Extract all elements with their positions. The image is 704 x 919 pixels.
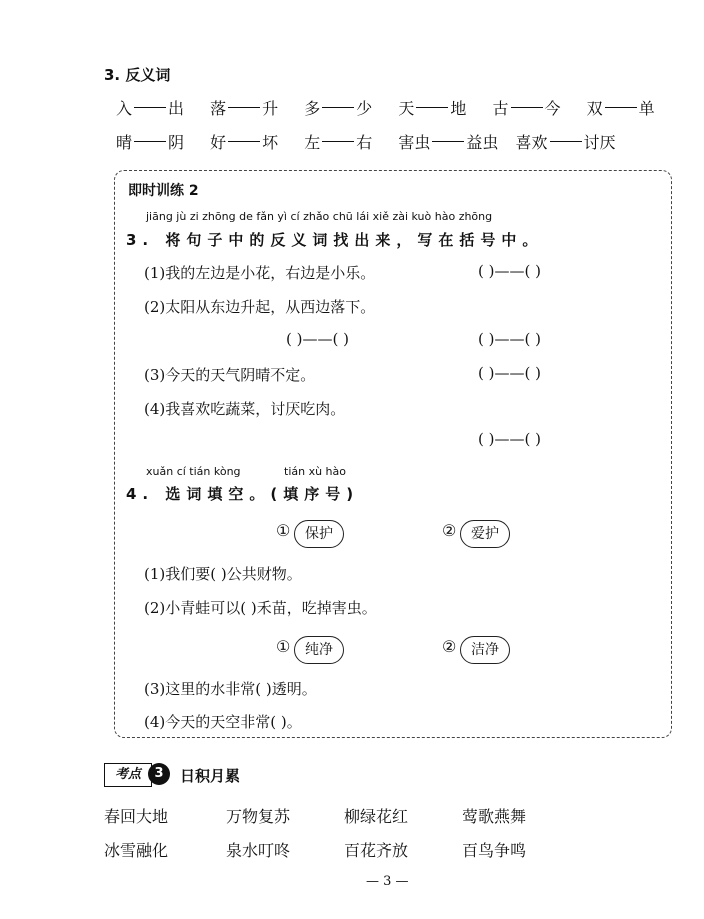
- option-number: ②: [442, 521, 457, 540]
- antonym-pair: [587, 96, 655, 119]
- antonym-pair: [398, 96, 466, 119]
- word: 少: [356, 99, 373, 118]
- kaodian-number: 3: [148, 763, 170, 785]
- idiom: 柳绿花红: [344, 807, 409, 826]
- word-option-cloud: 纯净: [294, 636, 344, 664]
- section-title: 3. 反义词: [104, 66, 171, 84]
- q3-item-4: (4)我喜欢吃蔬菜，讨厌吃肉。: [144, 400, 346, 418]
- q4-item-3: (3)这里的水非常( )透明。: [144, 680, 317, 698]
- word: 喜欢: [515, 133, 548, 152]
- kaodian-title: 日积月累: [180, 767, 241, 785]
- word: 落: [210, 99, 227, 118]
- dash: [134, 107, 166, 108]
- answer-blank[interactable]: ( )——( ): [478, 430, 541, 448]
- word: 升: [262, 99, 279, 118]
- answer-blank[interactable]: ( )——( ): [478, 262, 541, 280]
- word: 单: [638, 99, 655, 118]
- word: 古: [492, 99, 509, 118]
- antonym-pair: [493, 96, 561, 119]
- q4-pinyin-1: xuǎn cí tián kòng: [146, 465, 241, 478]
- dash: [432, 141, 464, 142]
- dash: [605, 107, 637, 108]
- antonym-pair: [304, 130, 372, 153]
- word: 出: [168, 99, 185, 118]
- word: 今: [544, 99, 561, 118]
- antonym-pair: [516, 130, 616, 153]
- q3-item-2: (2)太阳从东边升起，从西边落下。: [144, 298, 376, 316]
- antonym-pair: [398, 130, 498, 153]
- dash: [322, 141, 354, 142]
- q4-item-1: (1)我们要( )公共财物。: [144, 565, 302, 583]
- exercise-box: [114, 170, 672, 738]
- q4-prompt: 4. 选词填空。(填序号): [126, 485, 360, 503]
- option-number: ②: [442, 637, 457, 656]
- antonym-pair: [116, 96, 184, 119]
- word: 左: [304, 133, 321, 152]
- dash: [511, 107, 543, 108]
- idiom: 春回大地: [104, 807, 169, 826]
- word: 坏: [262, 133, 279, 152]
- antonym-pair: [304, 96, 372, 119]
- word: 益虫: [466, 133, 499, 152]
- word: 晴: [116, 133, 133, 152]
- antonym-pair: [116, 130, 184, 153]
- word: 好: [210, 133, 227, 152]
- word: 右: [356, 133, 373, 152]
- q4-pinyin-2: tián xù hào: [284, 465, 346, 478]
- kaodian-badge: [104, 763, 176, 785]
- q4-item-4: (4)今天的天空非常( )。: [144, 713, 302, 731]
- antonym-row-1: [116, 96, 655, 119]
- idiom: 冰雪融化: [104, 841, 169, 860]
- dash: [228, 107, 260, 108]
- word: 害虫: [398, 133, 431, 152]
- word: 阴: [168, 133, 185, 152]
- word-option-cloud: 洁净: [460, 636, 510, 664]
- dash: [416, 107, 448, 108]
- kaodian-label: 考点: [104, 763, 152, 787]
- q4-item-2: (2)小青蛙可以( )禾苗，吃掉害虫。: [144, 599, 377, 617]
- word: 双: [586, 99, 603, 118]
- antonym-row-2: [116, 130, 616, 153]
- answer-blank[interactable]: ( )——( ): [478, 330, 541, 348]
- word: 多: [304, 99, 321, 118]
- idiom: 泉水叮咚: [226, 841, 291, 860]
- q3-prompt: 3. 将句子中的反义词找出来，写在括号中。: [126, 231, 544, 249]
- page-number: — 3 —: [366, 874, 409, 889]
- word: 入: [116, 99, 133, 118]
- word-option-cloud: 保护: [294, 520, 344, 548]
- word: 地: [450, 99, 467, 118]
- dash: [228, 141, 260, 142]
- dash: [134, 141, 166, 142]
- exercise-title: 即时训练 2: [128, 183, 199, 199]
- word: 天: [398, 99, 415, 118]
- antonym-pair: [210, 130, 278, 153]
- answer-blank[interactable]: ( )——( ): [286, 330, 349, 348]
- antonym-pair: [210, 96, 278, 119]
- dash: [322, 107, 354, 108]
- word-option-cloud: 爱护: [460, 520, 510, 548]
- dash: [550, 141, 582, 142]
- idiom: 百鸟争鸣: [462, 841, 527, 860]
- answer-blank[interactable]: ( )——( ): [478, 364, 541, 382]
- q3-item-3: (3)今天的天气阴晴不定。: [144, 366, 316, 384]
- idiom: 万物复苏: [226, 807, 291, 826]
- word: 讨厌: [583, 133, 616, 152]
- option-number: ①: [276, 521, 291, 540]
- idiom: 百花齐放: [344, 841, 409, 860]
- q3-pinyin: jiāng jù zi zhōng de fǎn yì cí zhǎo chū lái xiě zài kuò hào zhōng: [146, 210, 493, 223]
- option-number: ①: [276, 637, 291, 656]
- idiom: 莺歌燕舞: [462, 807, 527, 826]
- q3-item-1: (1)我的左边是小花，右边是小乐。: [144, 264, 376, 282]
